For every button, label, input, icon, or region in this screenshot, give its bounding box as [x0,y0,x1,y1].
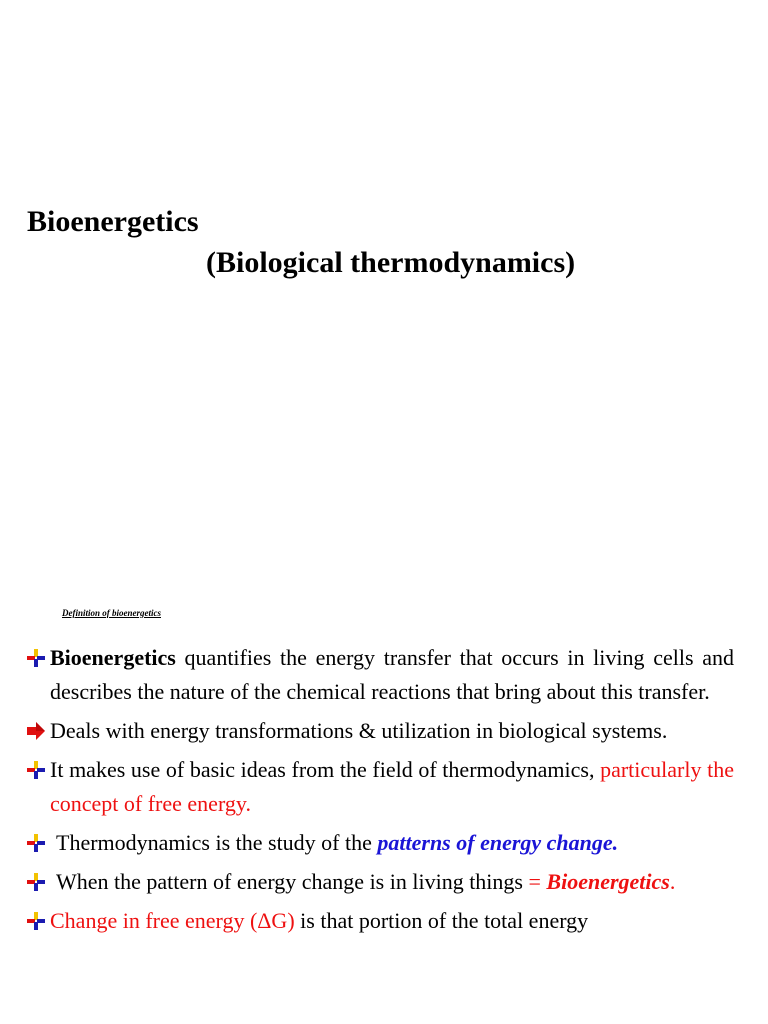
bullet-item-living-things [0,865,768,899]
bullet-emphasis: Bioenergetics [546,869,670,894]
title-line-2: (Biological thermodynamics) [206,246,576,279]
bullet-item-thermodynamics-ideas [0,753,768,821]
bullet-list [0,641,768,943]
bullet-text: quantifies the energy transfer that occurs in living cells and describes the nature of the chemical reactions that bring about this transfer. [50,645,734,704]
cross-plus-icon [27,834,45,852]
bullet-equals: = [528,869,541,894]
bullet-text: When the pattern of energy change is in living things [56,869,529,894]
bullet-lead-term: Bioenergetics [50,645,176,670]
cross-plus-icon [27,912,45,930]
bullet-emphasis: patterns of energy change. [377,830,619,855]
definition-caption: Definition of bioenergetics [62,608,161,618]
bullet-item-bioenergetics [0,641,768,709]
cross-plus-icon [27,873,45,891]
bullet-red-text: Change in free energy (ΔG) [50,908,295,933]
bullet-text: Thermodynamics is the study of the [56,830,378,855]
bullet-item-free-energy-change [0,904,768,938]
cross-plus-icon [27,649,45,667]
cross-plus-icon [27,761,45,779]
bullet-text: It makes use of basic ideas from the field of thermodynamics, [50,757,601,782]
bullet-text: is that portion of the total energy [294,908,589,933]
bullet-text: Deals with energy transformations & utilization in biological systems. [50,718,668,743]
title-line-1: Bioenergetics [27,205,199,238]
bullet-item-energy-transformations [0,714,768,748]
red-arrow-icon [27,722,45,740]
bullet-red-text: particularly the concept of free energy. [50,757,734,816]
bullet-item-thermodynamics-definition [0,826,768,860]
bullet-end: . [669,869,676,894]
